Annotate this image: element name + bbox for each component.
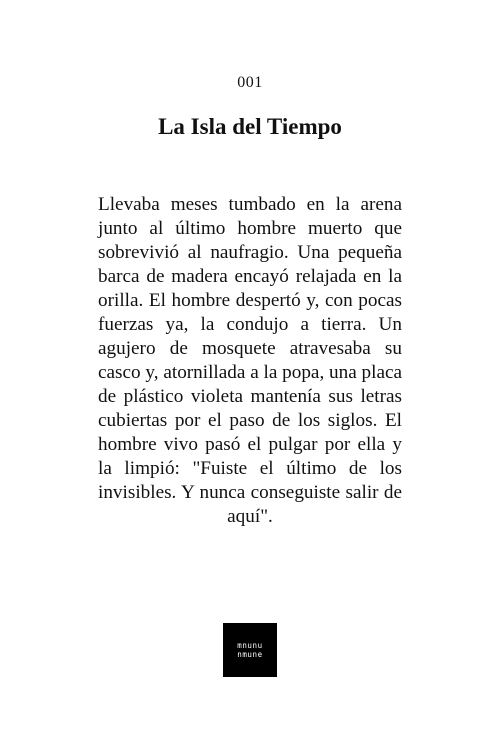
story-title: La Isla del Tiempo [158, 114, 342, 139]
logo-text-line-2: nmune [237, 650, 263, 659]
page-number: 001 [237, 74, 263, 91]
publisher-logo [223, 623, 277, 677]
story-body: Llevaba meses tumbado en la arena junto al último hombre muerto que sobrevivió al naufragio. Una pequeña barca de madera encayó relajada en la orilla. El hombre despertó y, con pocas fuerzas ya, la condujo a tierra. Un agujero de mosquete atravesaba su casco y, atornillada a la popa, una placa de plástico violeta mantenía sus letras cubiertas por el paso de los siglos. El hombre vivo pasó el pulgar por ella y la limpió: "Fuiste el último de los invisibles. Y nunca conseguiste salir de aquí". [98, 194, 403, 527]
logo-text-line-1: mnunu [237, 641, 263, 650]
